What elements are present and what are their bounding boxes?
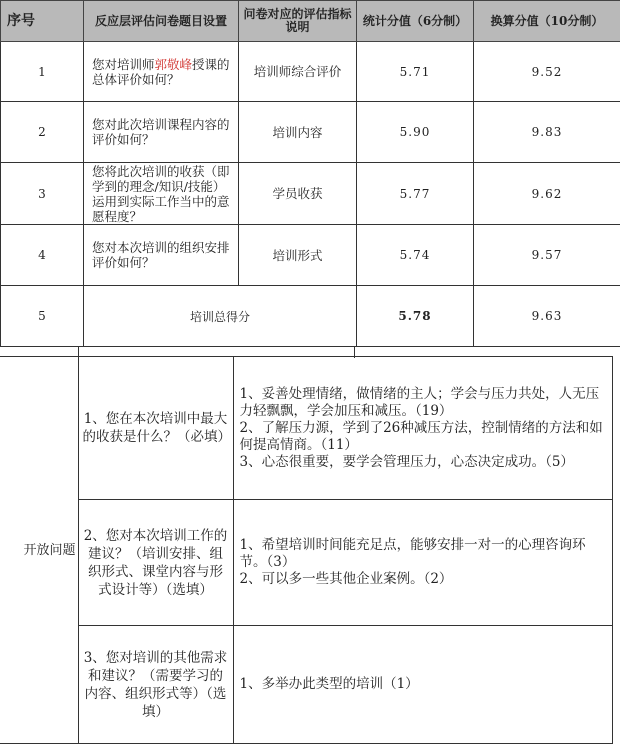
table-row xyxy=(1,42,620,102)
row-question: 您对本次培训的组织安排评价如何？ xyxy=(84,225,239,286)
table-row xyxy=(1,225,620,286)
answer-item: 1、多举办此类型的培训（1） xyxy=(239,676,419,692)
row-converted-score: 9.83 xyxy=(474,102,620,163)
open-answers xyxy=(233,357,612,500)
total-raw-score: 5.78 xyxy=(357,286,474,347)
open-answers xyxy=(233,626,612,744)
table-row xyxy=(1,163,620,225)
row-no: 2 xyxy=(1,102,84,163)
row-indicator: 学员收获 xyxy=(239,163,357,225)
row-question xyxy=(84,42,239,102)
row-indicator: 培训形式 xyxy=(239,225,357,286)
section-label: 开放问题 xyxy=(0,357,78,744)
open-question: 2、您对本次培训工作的建议？（培训安排、组织形式、课堂内容与形式设计等）（选填） xyxy=(78,500,233,626)
question-text: 授课的总体评价如何？ xyxy=(92,56,230,87)
total-label: 培训总得分 xyxy=(84,286,357,347)
row-question: 您对此次培训课程内容的评价如何？ xyxy=(84,102,239,163)
row-indicator: 培训师综合评价 xyxy=(239,42,357,102)
score-table-header xyxy=(1,1,620,42)
row-raw-score: 5.90 xyxy=(357,102,474,163)
row-raw-score: 5.74 xyxy=(357,225,474,286)
open-question: 3、您对培训的其他需求和建议？（需要学习的内容、组织形式等）（选填） xyxy=(78,626,233,744)
row-no: 1 xyxy=(1,42,84,102)
open-question: 1、您在本次培训中最大的收获是什么？（必填） xyxy=(78,357,233,500)
row-indicator: 培训内容 xyxy=(239,102,357,163)
header-raw-score: 统计分值（6分制） xyxy=(357,1,474,42)
header-converted-score: 换算分值（10分制） xyxy=(474,1,620,42)
table-row xyxy=(0,357,612,500)
answer-item: 1、希望培训时间能充足点，能够安排一对一的心理咨询环节。（3） xyxy=(239,537,586,570)
score-table xyxy=(0,0,620,347)
open-questions-table xyxy=(0,356,613,744)
answer-item: 2、了解压力源，学到了26种减压方法，控制情绪的方法和如何提高情商。（11） xyxy=(239,419,603,453)
answer-item: 2、可以多一些其他企业案例。（2） xyxy=(239,571,453,587)
teacher-name: 郭敬峰 xyxy=(154,56,193,72)
row-question: 您将此次培训的收获（即学到的理念/知识/技能）运用到实际工作当中的意愿程度？ xyxy=(84,163,239,225)
row-no: 3 xyxy=(1,163,84,225)
table-row xyxy=(0,500,612,626)
question-text: 您对培训师 xyxy=(92,56,155,72)
row-raw-score: 5.77 xyxy=(357,163,474,225)
header-indicator: 问卷对应的评估指标说明 xyxy=(239,1,357,42)
answer-item: 3、心态很重要，要学会管理压力，心态决定成功。（5） xyxy=(239,453,574,470)
header-no: 序号 xyxy=(1,1,84,42)
total-no: 5 xyxy=(1,286,84,347)
header-question: 反应层评估问卷题目设置 xyxy=(84,1,239,42)
row-raw-score: 5.71 xyxy=(357,42,474,102)
answer-item: 1、妥善处理情绪，做情绪的主人；学会与压力共处，人无压力轻飘飘，学会加压和减压。（19） xyxy=(239,385,600,419)
row-converted-score: 9.62 xyxy=(474,163,620,225)
row-converted-score: 9.52 xyxy=(474,42,620,102)
row-converted-score: 9.57 xyxy=(474,225,620,286)
table-row xyxy=(0,626,612,744)
table-row xyxy=(1,102,620,163)
total-converted-score: 9.63 xyxy=(474,286,620,347)
row-no: 4 xyxy=(1,225,84,286)
open-answers xyxy=(233,500,612,626)
total-row xyxy=(1,286,620,347)
